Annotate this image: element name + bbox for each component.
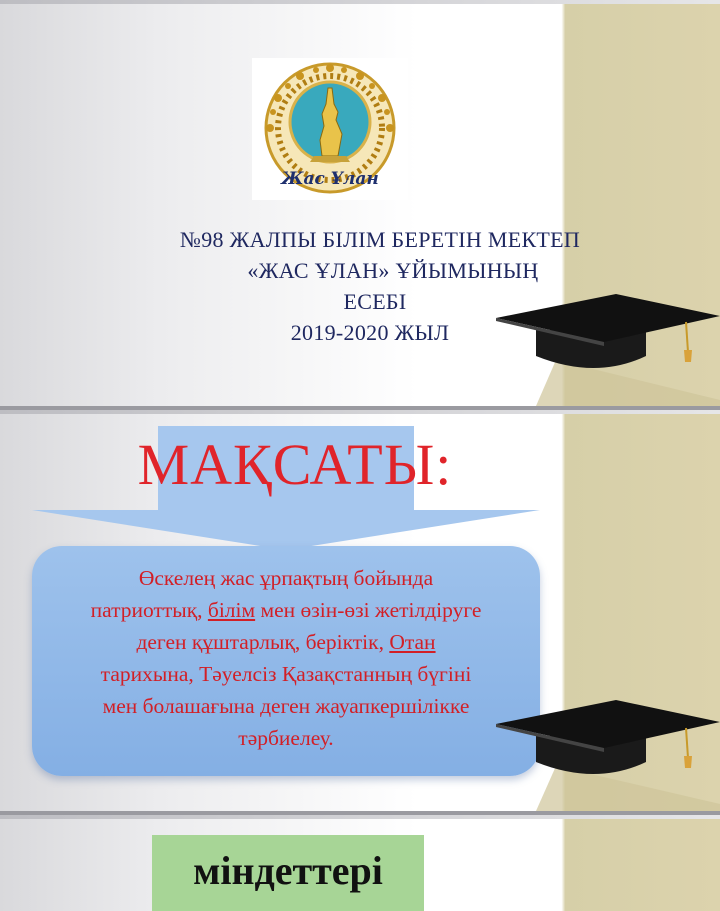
goal-line: Өскелең жас ұрпақтың бойында	[138, 566, 434, 590]
logo-box	[252, 58, 408, 200]
goal-line: деген құштарлық, беріктік, Отан	[136, 630, 436, 654]
zhas-ulan-emblem-icon	[262, 60, 398, 198]
title-slide	[0, 0, 720, 406]
tasks-slide	[0, 815, 720, 911]
title-line: ЕСЕБІ	[343, 289, 407, 314]
goal-line: тарихына, Тәуелсіз Қазақстанның бүгіні	[100, 662, 472, 686]
goal-slide	[0, 410, 720, 811]
graduation-cap-icon	[496, 290, 720, 406]
graduation-cap-icon	[496, 696, 720, 811]
goal-heading: МАҚСАТЫ:	[137, 432, 453, 497]
goal-line: патриоттық, білім мен өзін-өзі жетілдіруге	[90, 598, 482, 622]
goal-line: мен болашағына деген жауапкершілікке	[102, 694, 470, 718]
logo-text: Жас Ұлан	[281, 169, 379, 189]
title-line: «ЖАС ҰЛАН» ҰЙЫМЫНЫҢ	[247, 258, 539, 283]
goal-line: тәрбиелеу.	[238, 726, 334, 750]
goal-text	[36, 562, 536, 754]
title-line: №98 ЖАЛПЫ БІЛІМ БЕРЕТІН МЕКТЕП	[179, 227, 581, 252]
tasks-heading: міндеттері	[193, 848, 383, 893]
title-line: 2019-2020 ЖЫЛ	[290, 320, 450, 345]
